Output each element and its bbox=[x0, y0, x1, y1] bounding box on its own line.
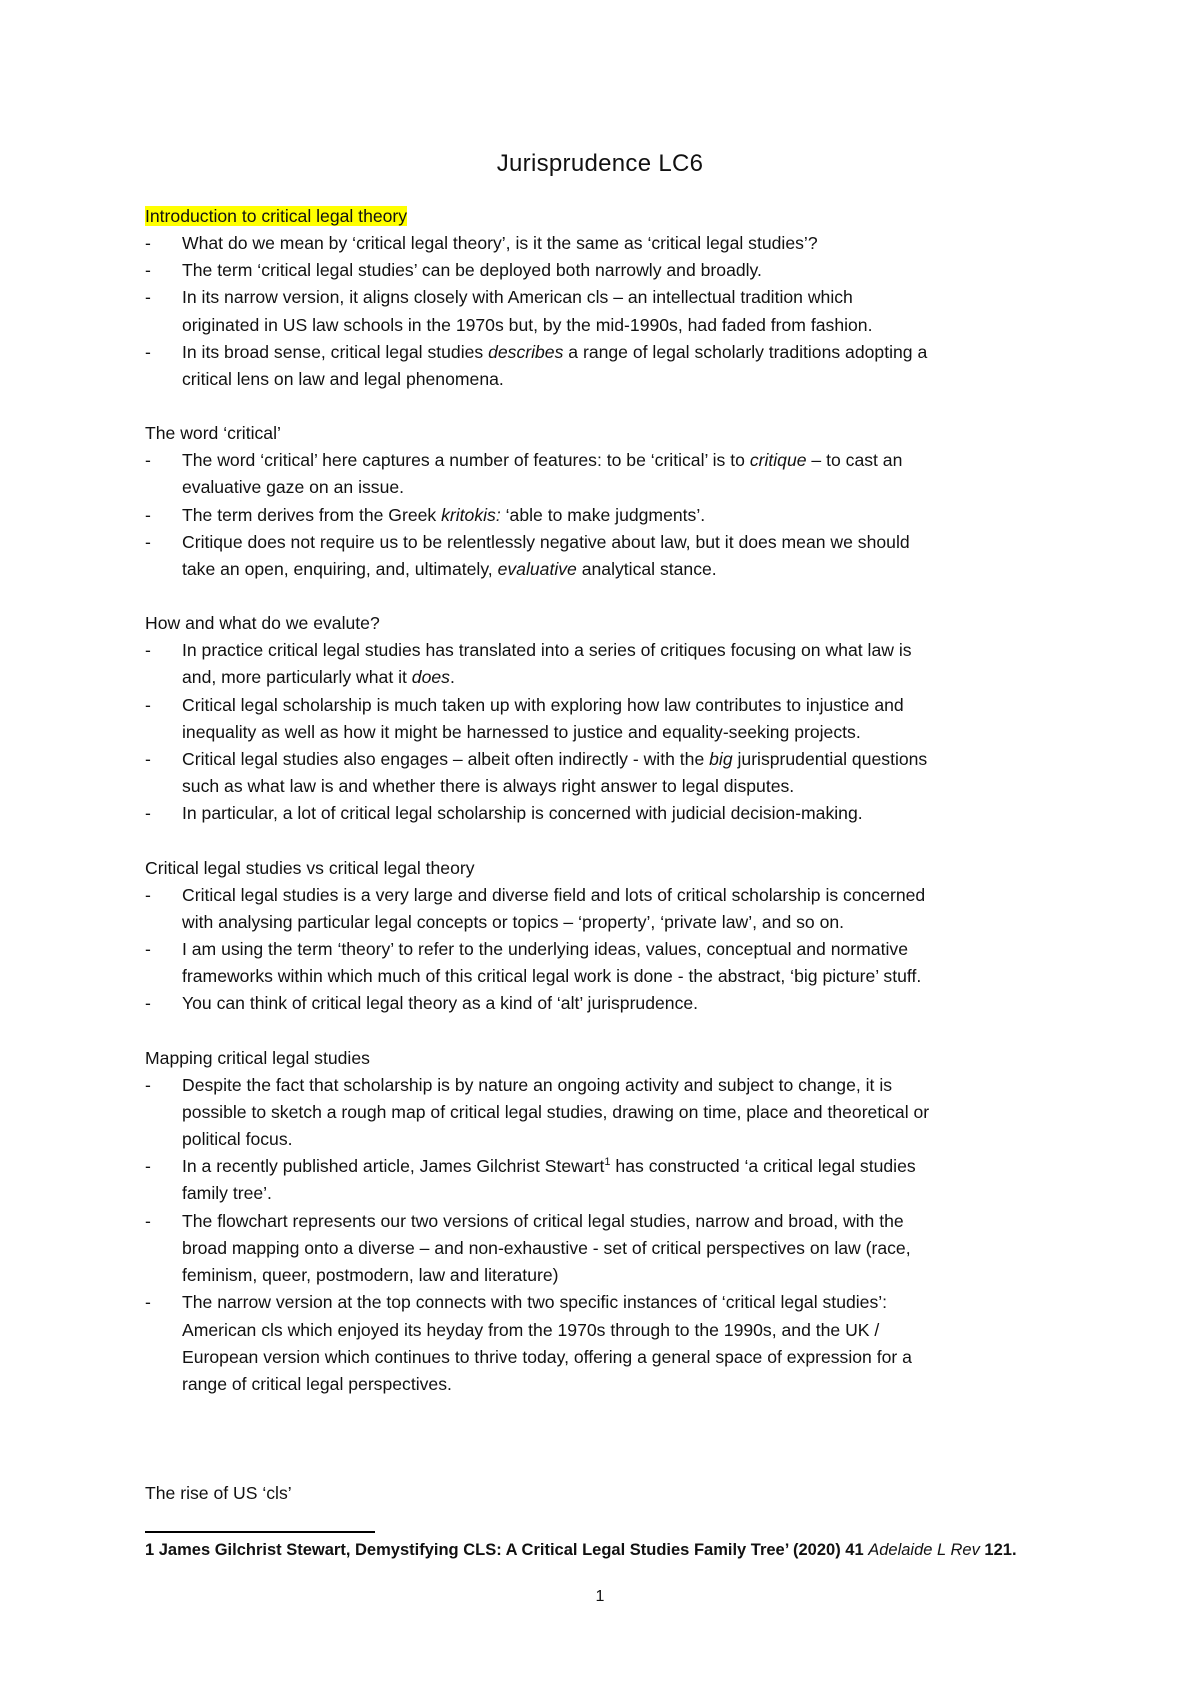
document-body bbox=[145, 203, 1045, 1507]
bullet-list bbox=[145, 447, 1045, 583]
list-item: - Critical legal scholarship is much taken up with exploring how law contributes to injustice and inequality as well as how it might be harnessed to justice and equality-seeking projects. bbox=[145, 692, 1045, 746]
section-heading: The word ‘critical’ bbox=[145, 423, 281, 444]
bullet-list bbox=[145, 637, 1045, 827]
list-item: - You can think of critical legal theory as a kind of ‘alt’ jurisprudence. bbox=[145, 990, 1045, 1017]
footnote: 1 James Gilchrist Stewart, Demystifying CLS: A Critical Legal Studies Family Tree’ (2020) 41 Adelaide L Rev 121. bbox=[145, 1541, 1017, 1559]
bullet-list bbox=[145, 230, 1045, 393]
list-item: - The flowchart represents our two versions of critical legal studies, narrow and broad, with the broad mapping onto a diverse – and non-exhaustive - set of critical perspectives on law (race, feminism, queer, postmodern, law and literature) bbox=[145, 1208, 1045, 1290]
list-item: - The term ‘critical legal studies’ can be deployed both narrowly and broadly. bbox=[145, 257, 1045, 284]
list-item: - Despite the fact that scholarship is by nature an ongoing activity and subject to change, it is possible to sketch a rough map of critical legal studies, drawing on time, place and theoretical or political focus. bbox=[145, 1072, 1045, 1154]
list-item: - The term derives from the Greek kritokis: ‘able to make judgments’. bbox=[145, 502, 1045, 529]
list-item: - The word ‘critical’ here captures a number of features: to be ‘critical’ is to critique – to cast an evaluative gaze on an issue. bbox=[145, 447, 1045, 501]
list-item: - In its broad sense, critical legal studies describes a range of legal scholarly traditions adopting a critical lens on law and legal phenomena. bbox=[145, 339, 1045, 393]
list-item: - In practice critical legal studies has translated into a series of critiques focusing on what law is and, more particularly what it does. bbox=[145, 637, 1045, 691]
bullet-list bbox=[145, 882, 1045, 1018]
list-item: - In its narrow version, it aligns closely with American cls – an intellectual tradition which originated in US law schools in the 1970s but, by the mid-1990s, had faded from fashion. bbox=[145, 284, 1045, 338]
list-item: - Critical legal studies is a very large and diverse field and lots of critical scholarship is concerned with analysing particular legal concepts or topics – ‘property’, ‘private law’, and so on. bbox=[145, 882, 1045, 936]
section-heading: Critical legal studies vs critical legal theory bbox=[145, 857, 475, 878]
section-introduction bbox=[145, 203, 1045, 393]
list-item: - In particular, a lot of critical legal scholarship is concerned with judicial decision-making. bbox=[145, 800, 1045, 827]
section-heading: Mapping critical legal studies bbox=[145, 1047, 370, 1068]
section-heading: How and what do we evalute? bbox=[145, 613, 380, 634]
section-studies-vs-theory bbox=[145, 855, 1045, 1018]
section-heading-rise-of-us-cls: The rise of US ‘cls’ bbox=[145, 1483, 292, 1504]
list-item: - Critical legal studies also engages – albeit often indirectly - with the big jurisprudential questions such as what law is and whether there is always right answer to legal disputes. bbox=[145, 746, 1045, 800]
footnote-separator bbox=[145, 1531, 375, 1533]
footnote-reference[interactable]: 1 bbox=[604, 1156, 611, 1169]
section-heading-highlighted: Introduction to critical legal theory bbox=[145, 206, 408, 226]
list-item: - The narrow version at the top connects with two specific instances of ‘critical legal studies’: American cls which enjoyed its heyday from the 1970s through to the 1990s, and the UK / European version which continues to thrive today, offering a general space of expression for a range of critical legal perspectives. bbox=[145, 1289, 1045, 1398]
section-word-critical bbox=[145, 420, 1045, 583]
bullet-list bbox=[145, 1072, 1045, 1398]
list-item: - I am using the term ‘theory’ to refer to the underlying ideas, values, conceptual and normative frameworks within which much of this critical legal work is done - the abstract, ‘big picture’ stuff. bbox=[145, 936, 1045, 990]
list-item: - Critique does not require us to be relentlessly negative about law, but it does mean we should take an open, enquiring, and, ultimately, evaluative analytical stance. bbox=[145, 529, 1045, 583]
page-number: 1 bbox=[595, 1588, 605, 1605]
document-title: Jurisprudence LC6 bbox=[496, 150, 704, 177]
list-item: - What do we mean by ‘critical legal theory’, is it the same as ‘critical legal studies’? bbox=[145, 230, 1045, 257]
section-mapping bbox=[145, 1045, 1045, 1398]
list-item: - In a recently published article, James Gilchrist Stewart$^1$ has constructed ‘a critical legal studies family tree’. bbox=[145, 1153, 1045, 1207]
section-how-and-what bbox=[145, 610, 1045, 827]
